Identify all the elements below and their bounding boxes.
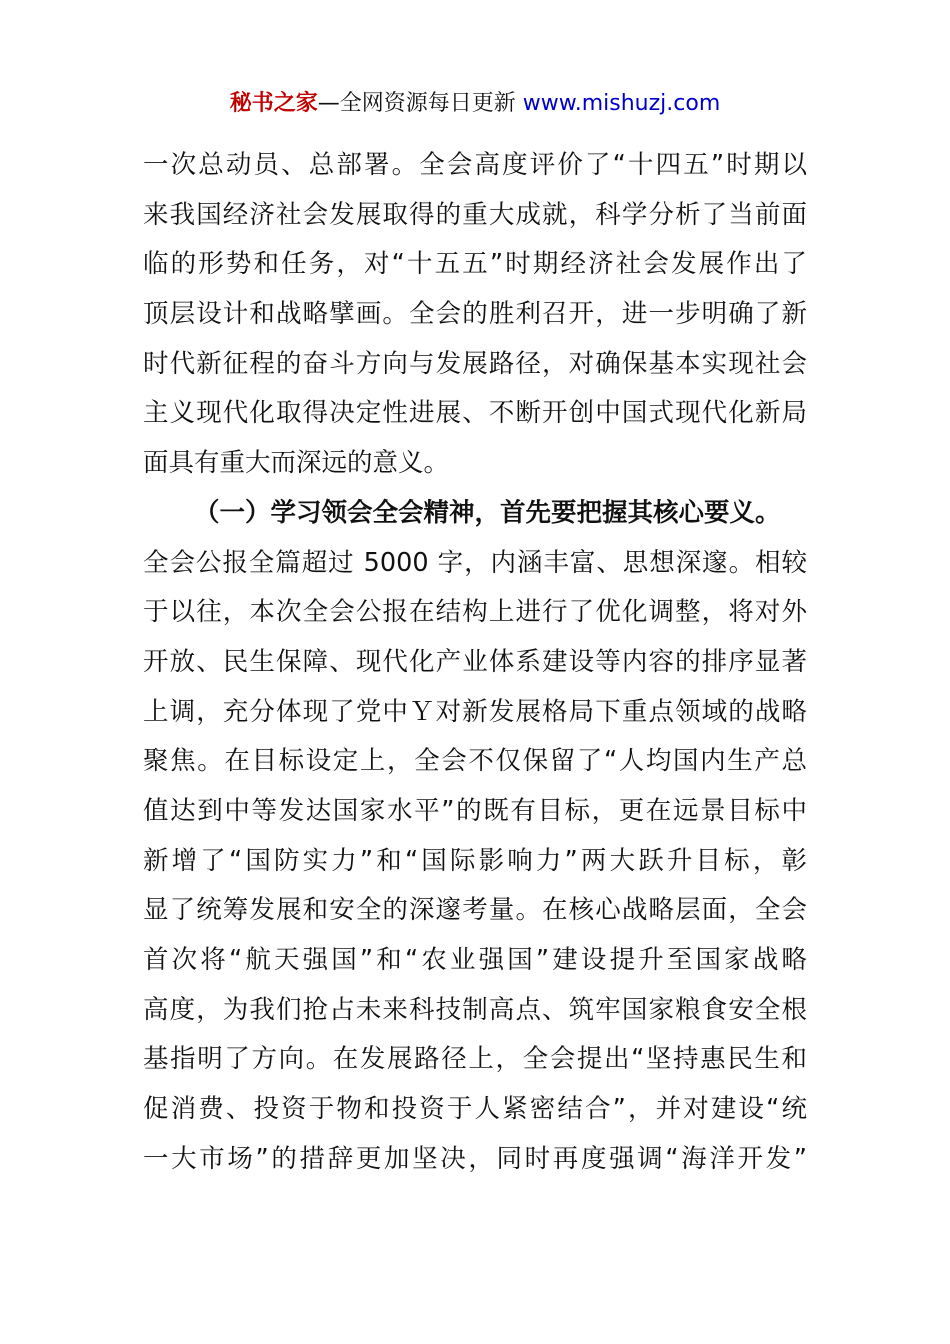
body-line: 顶层设计和战略擘画。全会的胜利召开，进一步明确了新 <box>143 299 807 330</box>
page-header <box>0 88 950 120</box>
body-line: 聚焦。在目标设定上，全会不仅保留了“人均国内生产总 <box>143 746 807 777</box>
body-line: 一次总动员、总部署。全会高度评价了“十四五”时期以 <box>143 150 807 180</box>
document-body <box>143 141 807 1184</box>
body-line: 面具有重大而深远的意义。 <box>143 448 450 479</box>
body-line: 一大市场”的措辞更加坚决，同时再度强调“海洋开发” <box>143 1143 807 1174</box>
header-url-link[interactable]: www.mishuzj.com <box>522 91 721 116</box>
body-line: 开放、民生保障、现代化产业体系建设等内容的排序显著 <box>143 646 807 677</box>
header-dash: — <box>317 91 340 116</box>
body-line: 首次将“航天强国”和“农业强国”建设提升至国家战略 <box>143 945 807 975</box>
body-line: 上调，充分体现了党中Ｙ对新发展格局下重点领域的战略 <box>143 696 807 727</box>
body-line: 全会公报全篇超过 5000 字，内涵丰富、思想深邃。相较 <box>143 547 807 578</box>
body-line: 时代新征程的奋斗方向与发展路径，对确保基本实现社会 <box>143 348 807 379</box>
body-line: 新增了“国防实力”和“国际影响力”两大跃升目标，彰 <box>143 845 807 876</box>
body-line: 主义现代化取得决定性进展、不断开创中国式现代化新局 <box>143 398 807 429</box>
body-line: 临的形势和任务，对“十五五”时期经济社会发展作出了 <box>143 249 807 280</box>
body-line: 值达到中等发达国家水平”的既有目标，更在远景目标中 <box>143 795 807 826</box>
body-line: 高度，为我们抢占未来科技制高点、筑牢国家粮食安全根 <box>143 994 807 1025</box>
body-line: 促消费、投资于物和投资于人紧密结合”，并对建设“统 <box>143 1094 807 1125</box>
body-line: 于以往，本次全会公报在结构上进行了优化调整，将对外 <box>143 597 807 628</box>
body-line: 基指明了方向。在发展路径上，全会提出“坚持惠民生和 <box>143 1044 807 1075</box>
section-heading: （一）学习领会全会精神，首先要把握其核心要义。 <box>194 497 781 528</box>
body-line: 显了统筹发展和安全的深邃考量。在核心战略层面，全会 <box>143 895 807 926</box>
body-line: 来我国经济社会发展取得的重大成就，科学分析了当前面 <box>143 199 807 230</box>
header-brand: 秘书之家 <box>229 91 318 116</box>
header-slogan: 全网资源每日更新 <box>339 91 516 116</box>
